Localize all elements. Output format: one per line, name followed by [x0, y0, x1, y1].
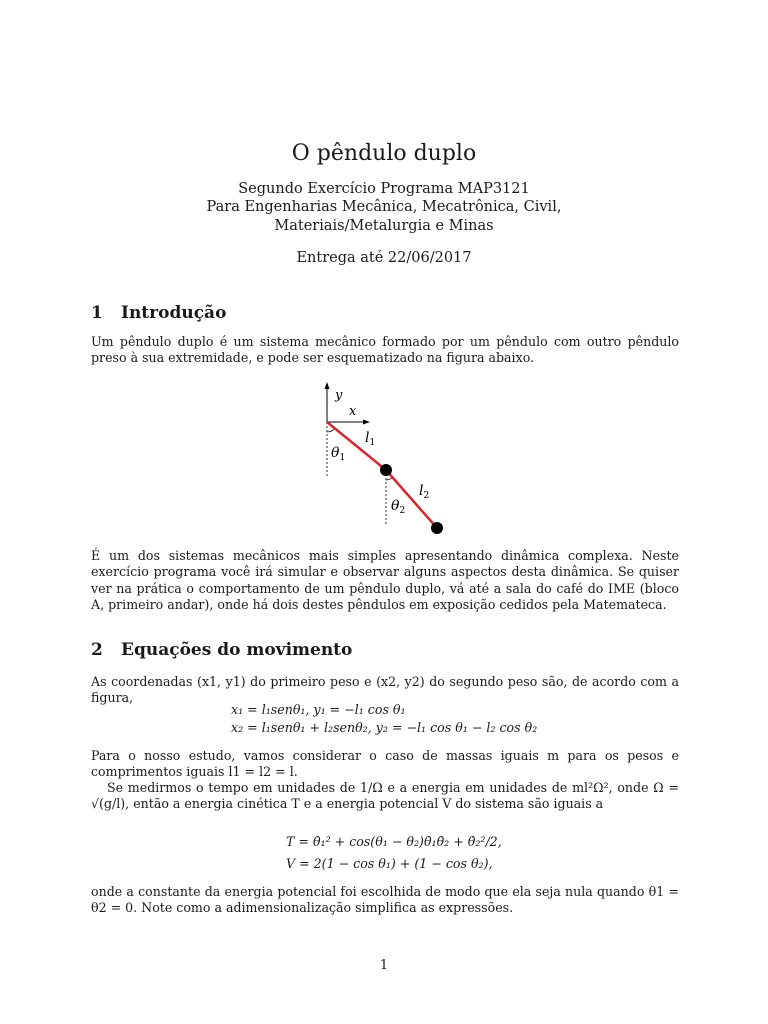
section-number: 2	[91, 640, 103, 660]
theta2-label: $\theta_2$	[391, 498, 406, 516]
double-pendulum-figure	[300, 378, 470, 540]
intro-paragraph-2: É um dos sistemas mecânicos mais simples apresentando dinâmica complexa. Neste exercício programa você irá simular e observar alguns aspectos desta dinâmica. Se quiser ver na prática o comportamento de um pêndulo duplo, vá até a sala do café do IME (bloco A, primeiro andar), onde há dois destes pêndulos em exposição cedidos pela Matemateca.	[91, 548, 679, 613]
l1-label: $l_1$	[365, 430, 376, 448]
section-title: Equações do movimento	[121, 640, 353, 660]
coordinates-paragraph: As coordenadas (x1, y1) do primeiro peso e (x2, y2) do segundo peso são, de acordo com a figura,	[91, 674, 679, 706]
theta1-label: $\theta_1$	[331, 445, 346, 463]
y-axis-arrowhead	[325, 382, 330, 389]
due-date: Entrega até 22/06/2017	[296, 250, 472, 266]
equation-potential-energy: V = 2(1 − cos θ₁) + (1 − cos θ₂),	[286, 856, 493, 871]
units-paragraph: Se medirmos o tempo em unidades de 1/Ω e a energia em unidades de ml²Ω², onde Ω = √(g/l), então a energia cinética T e a energia potencial V do sistema são iguais a	[91, 780, 679, 812]
section-number: 1	[91, 303, 103, 323]
section-title: Introdução	[121, 303, 227, 323]
mass-1	[380, 464, 392, 476]
intro-paragraph: Um pêndulo duplo é um sistema mecânico formado por um pêndulo com outro pêndulo preso à sua extremidade, e pode ser esquematizado na figura abaixo.	[91, 334, 679, 366]
closing-paragraph: onde a constante da energia potencial foi escolhida de modo que ela seja nula quando θ1 = θ2 = 0. Note como a adimensionalização simplifica as expressões.	[91, 884, 679, 916]
y-axis-label: y	[335, 388, 343, 403]
section-heading-2	[91, 640, 352, 660]
page-title: O pêndulo duplo	[291, 141, 477, 166]
equation-coordinates-2: x₂ = l₁senθ₁ + l₂senθ₂, y₂ = −l₁ cos θ₁ − l₂ cos θ₂	[231, 720, 538, 735]
equation-coordinates-1: x₁ = l₁senθ₁, y₁ = −l₁ cos θ₁	[231, 702, 406, 717]
subtitle-line-1: Segundo Exercício Programa MAP3121	[238, 181, 530, 197]
section-heading-1	[91, 303, 226, 323]
equation-kinetic-energy: T = θ̇₁² + cos(θ₁ − θ₂)θ̇₁θ̇₂ + θ̇₂²/2,	[286, 834, 502, 849]
l2-label: $l_2$	[419, 483, 430, 501]
x-axis-arrowhead	[363, 420, 370, 425]
subtitle-line-2: Para Engenharias Mecânica, Mecatrônica, Civil,	[206, 199, 562, 215]
subtitle-line-3: Materiais/Metalurgia e Minas	[274, 218, 494, 234]
page-number: 1	[379, 958, 389, 973]
x-axis-label: x	[349, 404, 357, 419]
masses-paragraph: Para o nosso estudo, vamos considerar o caso de massas iguais m para os pesos e comprimentos iguais l1 = l2 = l.	[91, 748, 679, 780]
mass-2	[431, 522, 443, 534]
